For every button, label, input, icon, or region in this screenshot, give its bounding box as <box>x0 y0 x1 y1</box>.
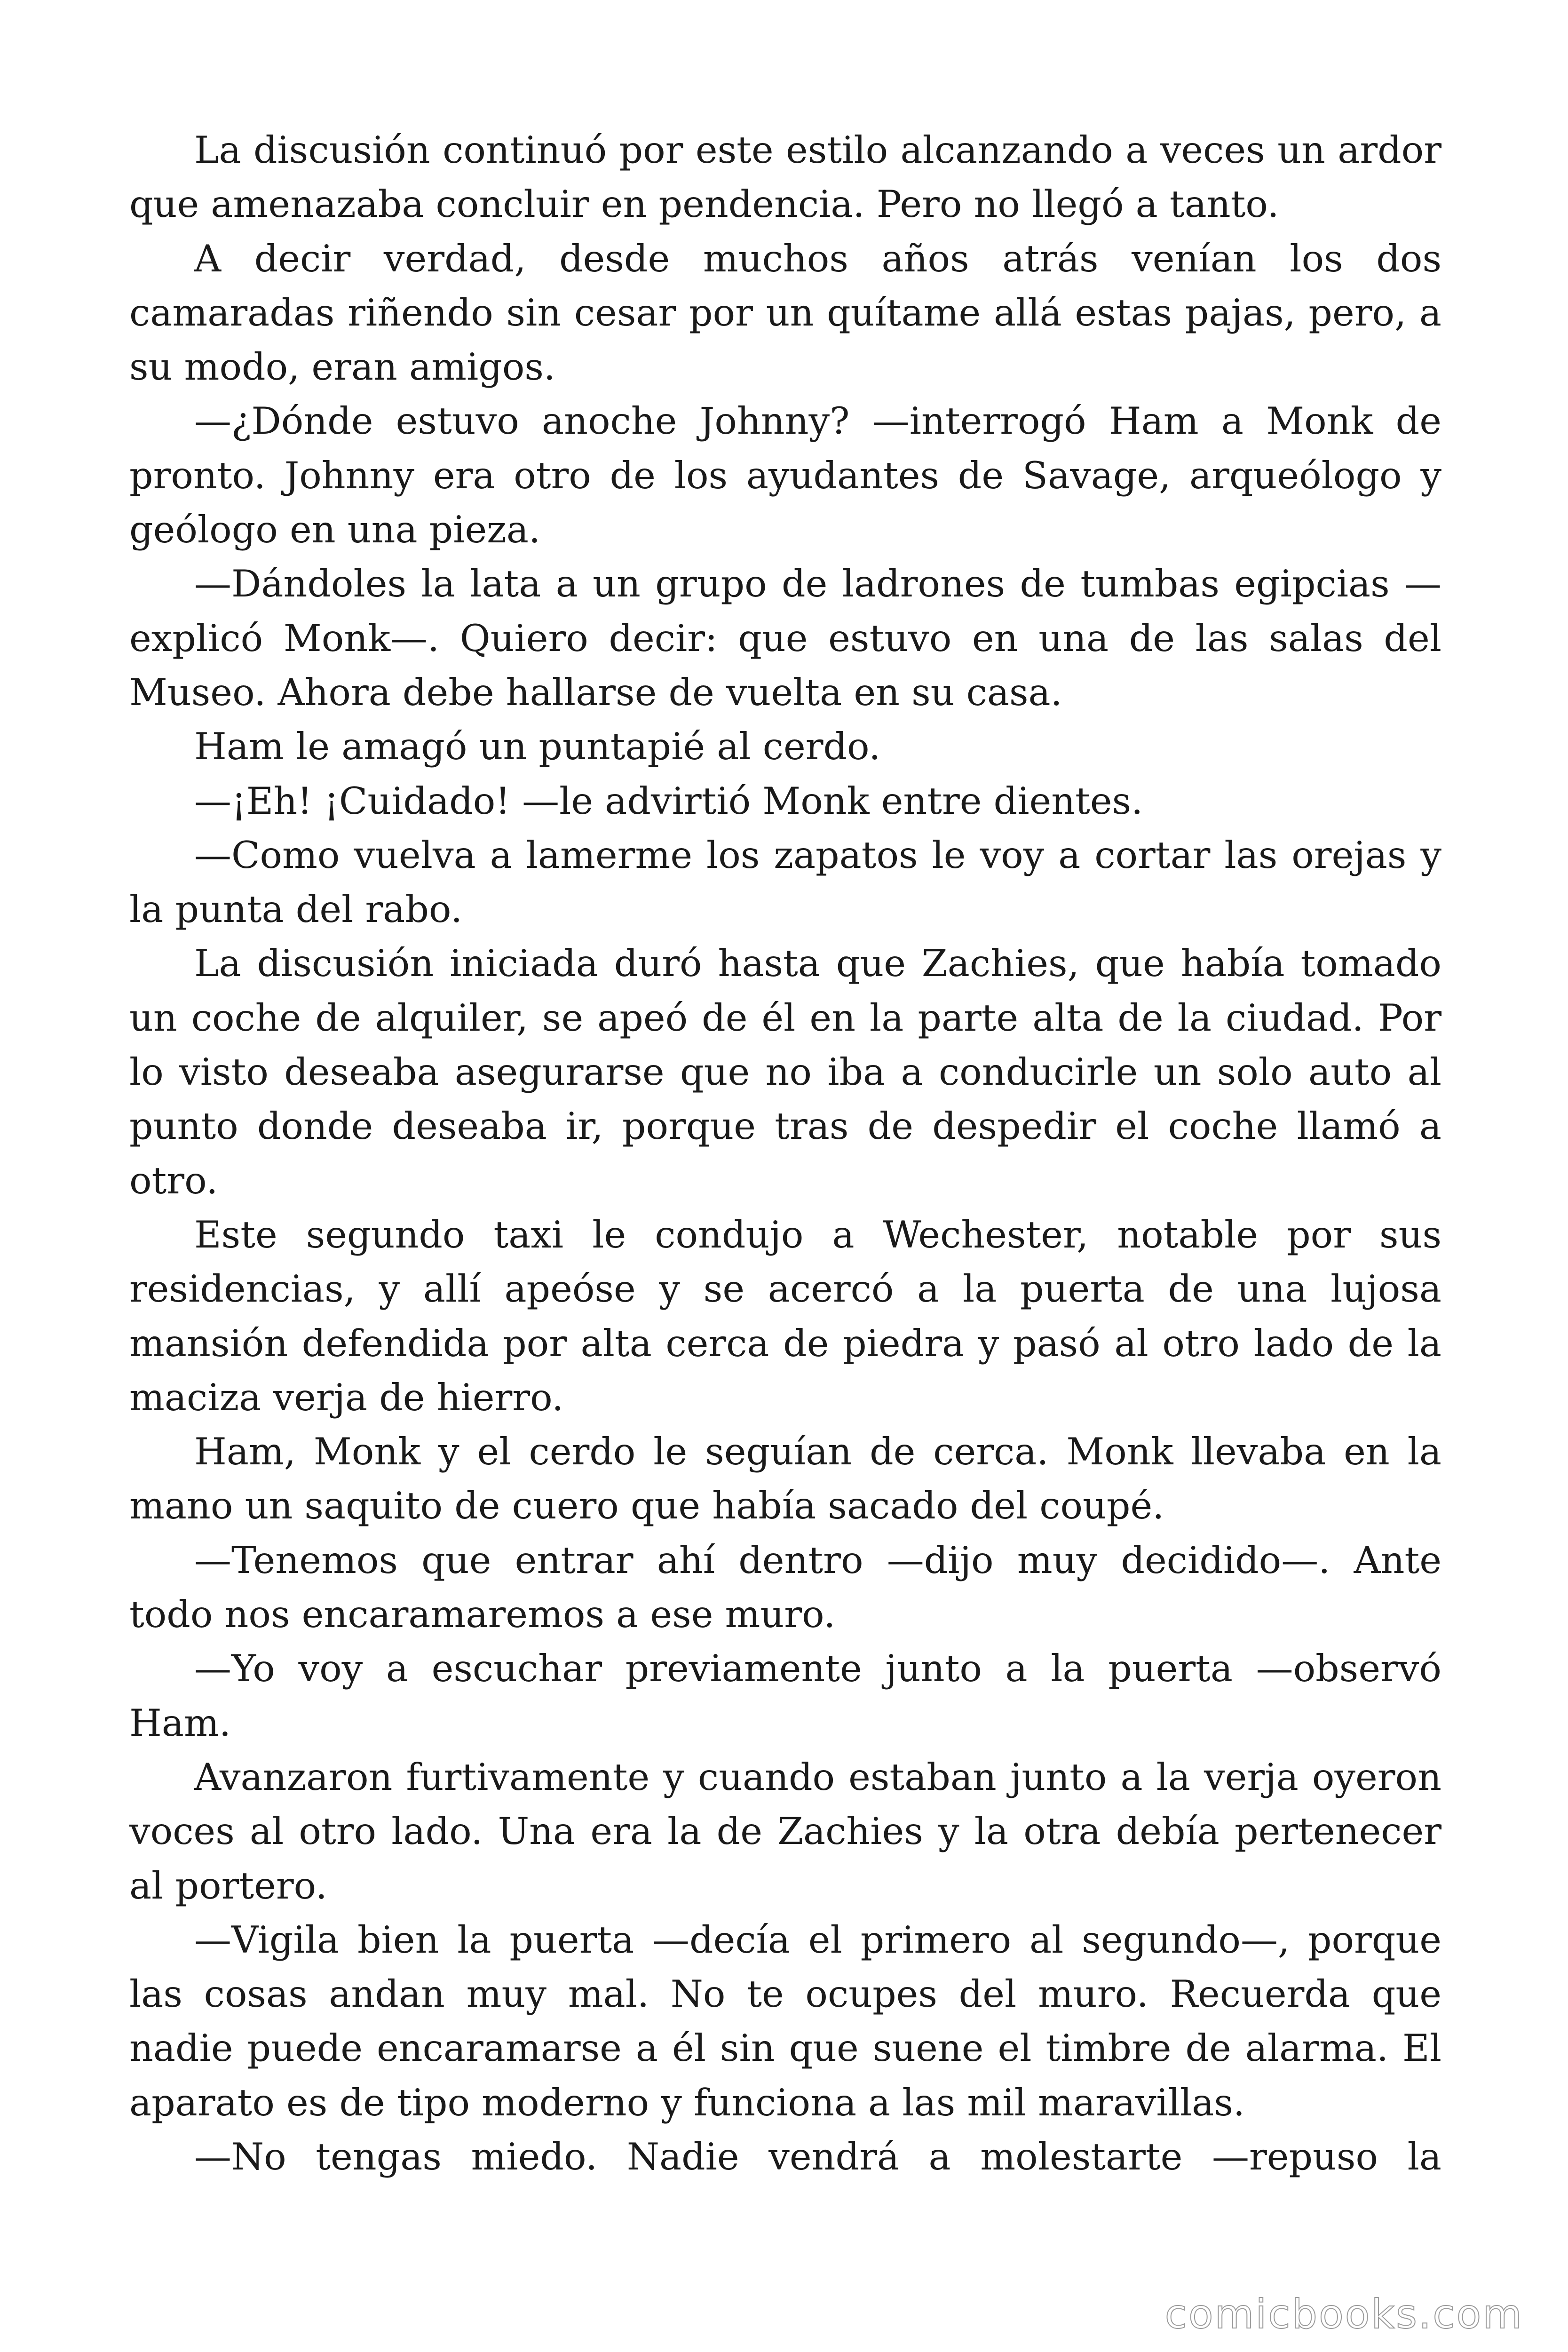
paragraph: —Tenemos que entrar ahí dentro —dijo muy decidido—. Ante todo nos encaramaremos a ese muro. <box>129 1538 1441 1637</box>
watermark: comicbooks.com <box>1164 2291 1523 2338</box>
paragraph: —Dándoles la lata a un grupo de ladrones de tumbas egipcias — explicó Monk—. Quiero decir: que estuvo en una de las salas del Museo. Ahora debe hallarse de vuelta en su casa. <box>129 562 1441 714</box>
paragraph: —¡Eh! ¡Cuidado! —le advirtió Monk entre dientes. <box>194 779 1143 823</box>
paragraph: Avanzaron furtivamente y cuando estaban junto a la verja oyeron voces al otro lado. Una era la de Zachies y la otra debía pertenecer al portero. <box>129 1755 1441 1907</box>
paragraph: Ham le amagó un puntapié al cerdo. <box>194 725 881 769</box>
paragraph: Ham, Monk y el cerdo le seguían de cerca. Monk llevaba en la mano un saquito de cuero que había sacado del coupé. <box>129 1430 1441 1528</box>
paragraph: —¿Dónde estuvo anoche Johnny? —interrogó Ham a Monk de pronto. Johnny era otro de los ayudantes de Savage, arqueólogo y geólogo en una pieza. <box>129 399 1441 552</box>
paragraph: —Yo voy a escuchar previamente junto a la puerta —observó Ham. <box>129 1647 1441 1745</box>
paragraph: A decir verdad, desde muchos años atrás venían los dos camaradas riñendo sin cesar por un quítame allá estas pajas, pero, a su modo, eran amigos. <box>129 237 1441 389</box>
paragraph: La discusión iniciada duró hasta que Zachies, que había tomado un coche de alquiler, se apeó de él en la parte alta de la ciudad. Por lo visto deseaba asegurarse que no iba a conducirle un solo auto al punto donde deseaba ir, porque tras de despedir el coche llamó a otro. <box>129 942 1441 1202</box>
paragraph: Este segundo taxi le condujo a Wechester, notable por sus residencias, y allí apeóse y se acercó a la puerta de una lujosa mansión defendida por alta cerca de piedra y pasó al otro lado de la maciza verja de hierro. <box>129 1213 1441 1419</box>
paragraph: La discusión continuó por este estilo alcanzando a veces un ardor que amenazaba concluir en pendencia. Pero no llegó a tanto. <box>129 128 1441 226</box>
paragraph: —Vigila bien la puerta —decía el primero al segundo—, porque las cosas andan muy mal. No te ocupes del muro. Recuerda que nadie puede encaramarse a él sin que suene el timbre de alarma. El aparato es de tipo moderno y funciona a las mil maravillas. <box>129 1918 1441 2124</box>
paragraph: —Como vuelva a lamerme los zapatos le voy a cortar las orejas y la punta del rabo. <box>129 833 1441 931</box>
page-text <box>129 123 1441 2184</box>
paragraph-last-line: —No tengas miedo. Nadie vendrá a molestarte —repuso la <box>194 2135 1441 2178</box>
